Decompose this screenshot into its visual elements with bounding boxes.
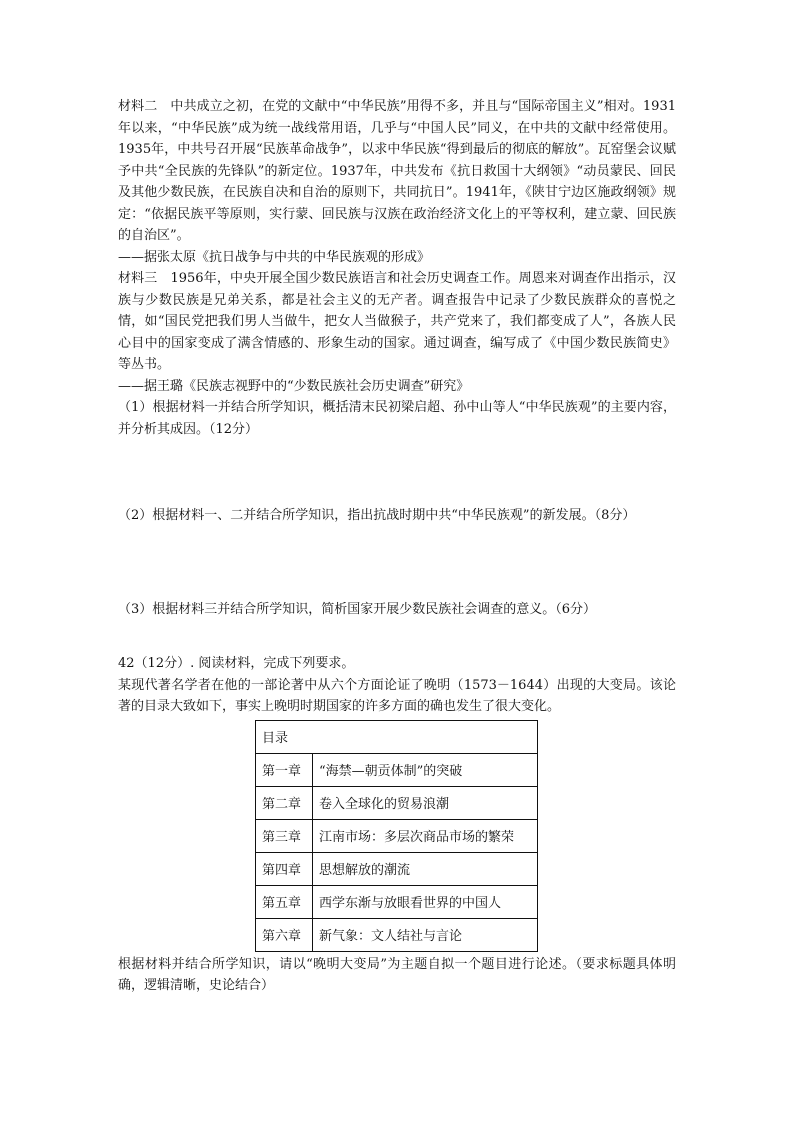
toc-header-row	[256, 720, 538, 753]
question-42-task: 根据材料并结合所学知识，请以“晚明大变局”为主题自拟一个题目进行论述。（要求标题具体明确，逻辑清晰，史论结合）	[118, 956, 676, 993]
question-42-heading: 42（12分）. 阅读材料，完成下列要求。	[118, 656, 355, 671]
question-1: （1）根据材料一并结合所学知识，概括清末民初梁启超、孙中山等人“中华民族观”的主要内容，并分析其成因。（12分）	[118, 400, 676, 437]
table-row	[256, 918, 538, 951]
material-3-source: ——据王璐《民族志视野中的“少数民族社会历史调查”研究》	[118, 378, 470, 394]
toc-chapter-title: “海禁—朝贡体制”的突破	[313, 753, 538, 786]
material-2-source: ——据张太原《抗日战争与中共的中华民族观的形成》	[118, 249, 431, 265]
answer-space-2	[118, 527, 676, 599]
toc-chapter-title: 思想解放的潮流	[313, 852, 538, 885]
toc-chapter: 第二章	[256, 786, 313, 819]
answer-space-3	[118, 620, 676, 653]
toc-title: 目录	[256, 720, 538, 753]
question-2: （2）根据材料一、二并结合所学知识，指出抗战时期中共“中华民族观”的新发展。（8分）	[118, 508, 636, 523]
toc-chapter: 第五章	[256, 885, 313, 918]
question-42-intro: 某现代著名学者在他的一部论著中从六个方面论证了晚明（1573－1644）出现的大变局。该论著的目录大致如下，事实上晚明时期国家的许多方面的确也发生了很大变化。	[118, 677, 676, 714]
toc-chapter: 第一章	[256, 753, 313, 786]
table-row	[256, 753, 538, 786]
table-of-contents	[255, 720, 538, 952]
answer-space-1	[118, 440, 676, 505]
table-row	[256, 852, 538, 885]
material-2-text: 材料二 中共成立之初，在党的文献中“中华民族”用得不多，并且与“国际帝国主义”相对。1931年以来，“中华民族”成为统一战线常用语，几乎与“中国人民”同义，在中共的文献中经常使用。1935年，中共号召开展“民族革命战争”，以求中华民族“得到最后的彻底的解放”。瓦窑堡会议赋予中共“全民族的先锋队”的新定位。1937年，中共发布《抗日救国十大纲领》“动员蒙民、回民及其他少数民族，在民族自决和自治的原则下，共同抗日”。1941年，《陕甘宁边区施政纲领》规定：“依据民族平等原则，实行蒙、回民族与汉族在政治经济文化上的平等权利，建立蒙、回民族的自治区”。	[118, 99, 676, 243]
toc-chapter-title: 卷入全球化的贸易浪潮	[313, 786, 538, 819]
toc-chapter-title: 江南市场：多层次商品市场的繁荣	[313, 819, 538, 852]
table-row	[256, 819, 538, 852]
toc-chapter: 第三章	[256, 819, 313, 852]
table-row	[256, 885, 538, 918]
toc-chapter-title: 新气象：文人结社与言论	[313, 918, 538, 951]
material-3-text: 材料三 1956年，中央开展全国少数民族语言和社会历史调查工作。周恩来对调查作出指示，汉族与少数民族是兄弟关系，都是社会主义的无产者。调查报告中记录了少数民族群众的喜悦之情，如“国民党把我们男人当做牛，把女人当做猴子，共产党来了，我们都变成了人”，各族人民心目中的国家变成了满含情感的、形象生动的国家。通过调查，编写成了《中国少数民族简史》等丛书。	[118, 271, 676, 372]
table-row	[256, 786, 538, 819]
toc-chapter-title: 西学东渐与放眼看世界的中国人	[313, 885, 538, 918]
toc-chapter: 第四章	[256, 852, 313, 885]
toc-chapter: 第六章	[256, 918, 313, 951]
question-3: （3）根据材料三并结合所学知识，简析国家开展少数民族社会调查的意义。（6分）	[118, 601, 597, 617]
exam-page	[118, 96, 676, 997]
